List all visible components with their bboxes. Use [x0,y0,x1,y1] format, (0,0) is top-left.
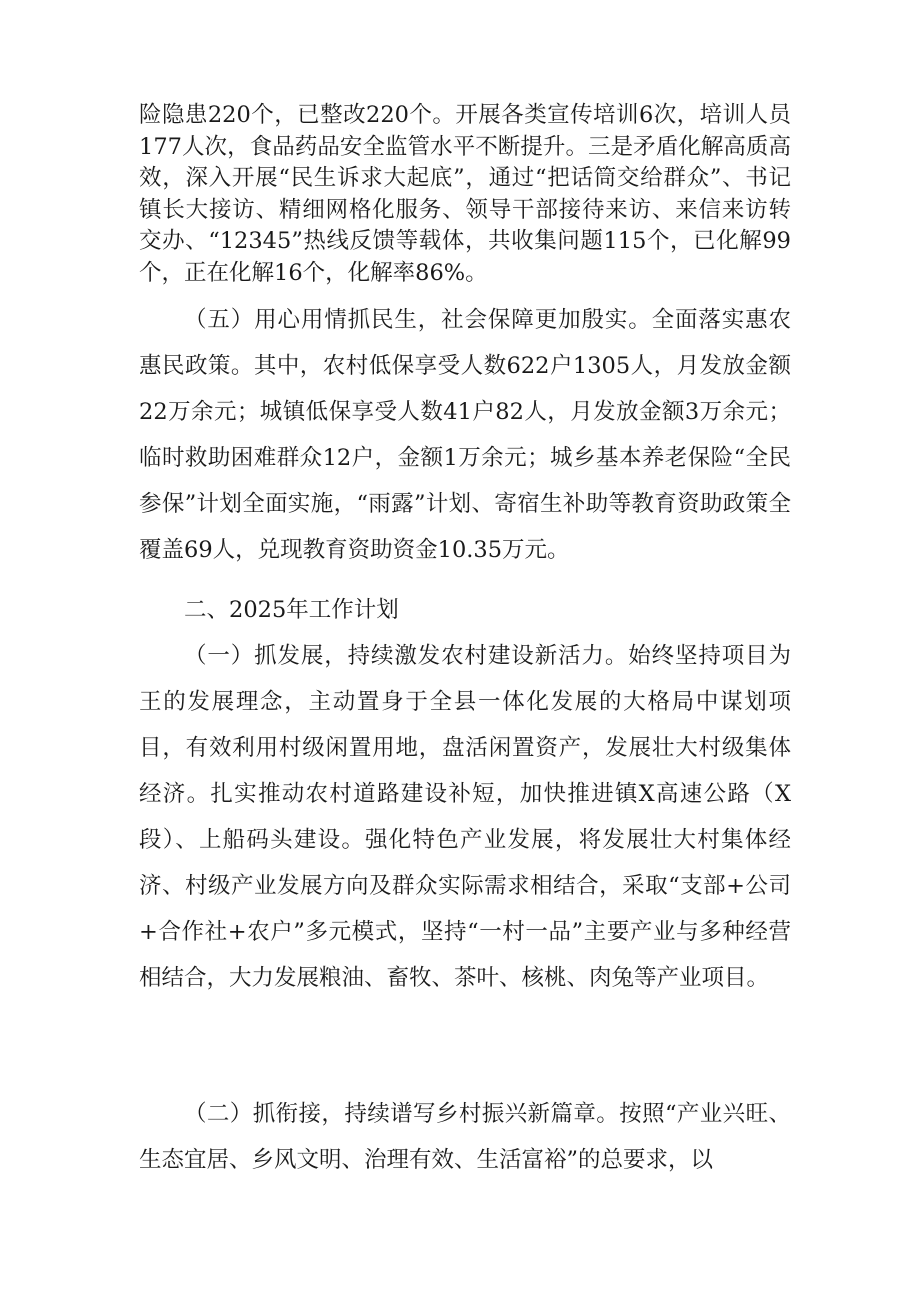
paragraph-social-security: （五）用心用情抓民生，社会保障更加殷实。全面落实惠农惠民政策。其中，农村低保享受人数622户1305人，月发放金额22万余元；城镇低保享受人数41户82人，月发放金额3万余元；临时救助困难群众12户，金额1万余元；城乡基本养老保险“全民参保”计划全面实施，“雨露”计划、寄宿生补助等教育资助政策全覆盖69人，兑现教育资助资金10.35万元。 [139,307,791,563]
paragraph-continuation: 险隐患220个，已整改220个。开展各类宣传培训6次，培训人员177人次，食品药品安全监管水平不断提升。三是矛盾化解高质高效，深入开展“民生诉求大起底”，通过“把话筒交给群众”、书记镇长大接访、精细网格化服务、领导干部接待来访、来信来访转交办、“12345”热线反馈等载体，共收集问题115个，已化解99个，正在化解16个，化解率86%。 [139,102,791,286]
section-heading-2025-plan: 二、2025年工作计划 [184,597,399,623]
paragraph-development: （一）抓发展，持续激发农村建设新活力。始终坚持项目为王的发展理念，主动置身于全县一体化发展的大格局中谋划项目，有效利用村级闲置用地，盘活闲置资产，发展壮大村级集体经济。扎实推动农村道路建设补短，加快推进镇X高速公路（X段）、上船码头建设。强化特色产业发展，将发展壮大村集体经济、村级产业发展方向及群众实际需求相结合，采取“支部+公司+合作社+农户”多元模式，坚持“一村一品”主要产业与多种经营相结合，大力发展粮油、畜牧、茶叶、核桃、肉兔等产业项目。 [139,643,791,991]
paragraph-rural-revitalization: （二）抓衔接，持续谱写乡村振兴新篇章。按照“产业兴旺、生态宜居、乡风文明、治理有效、生活富裕”的总要求，以 [139,1101,791,1173]
